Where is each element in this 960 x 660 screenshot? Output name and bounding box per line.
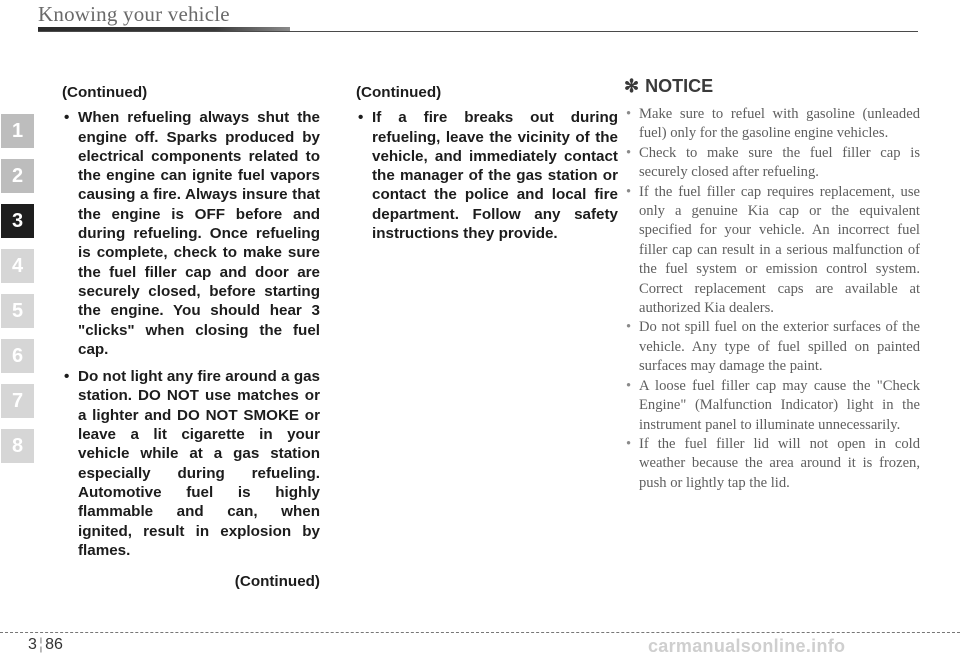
page-chapter: 3 bbox=[28, 636, 37, 653]
watermark: carmanualsonline.info bbox=[648, 636, 846, 656]
section-header: Knowing your vehicle bbox=[38, 2, 230, 26]
notice-title bbox=[624, 76, 920, 97]
notice-item: • Do not spill fuel on the exterior surfaces of the vehicle. Any type of fuel spilled on painted surfaces may damage the paint. bbox=[624, 318, 920, 376]
notice-box bbox=[624, 76, 920, 493]
continued-heading: (Continued) bbox=[356, 84, 442, 101]
footer-rule bbox=[0, 632, 960, 633]
notice-item: • Make sure to refuel with gasoline (unleaded fuel) only for the gasoline engine vehicles. bbox=[624, 105, 920, 144]
notice-title-text: NOTICE bbox=[645, 76, 714, 96]
warning-bullet: • Do not light any fire around a gas station. DO NOT use matches or a lighter and DO NOT SMOKE or leave a lit cigarette in your vehicle while at a gas station especially during refueling. Automotive fuel is highly flammable and can, when ignited, result in explosion by flames. bbox=[62, 367, 320, 560]
chapter-tab-7[interactable]: 7 bbox=[1, 384, 34, 418]
asterisk-icon: ✻ bbox=[624, 76, 640, 96]
warning-column-2 bbox=[356, 83, 618, 251]
notice-item: • If the fuel filler cap requires replacement, use only a genuine Kia cap or the equivalent specified for your vehicle. An incorrect fuel filler cap can result in a serious malfunction of the fuel system or emission control system. Correct replacement caps are available at authorized Kia dealers. bbox=[624, 183, 920, 319]
page-number bbox=[28, 636, 63, 654]
chapter-tabs bbox=[1, 114, 34, 474]
chapter-tab-1[interactable]: 1 bbox=[1, 114, 34, 148]
chapter-tab-6[interactable]: 6 bbox=[1, 339, 34, 373]
warning-bullet: • If a fire breaks out during refueling, leave the vicinity of the vehicle, and immediately contact the manager of the gas station or contact the police and local fire department. Follow any safety instructions they provide. bbox=[356, 108, 618, 243]
chapter-tab-4[interactable]: 4 bbox=[1, 249, 34, 283]
chapter-tab-5[interactable]: 5 bbox=[1, 294, 34, 328]
header-rule bbox=[38, 31, 918, 32]
chapter-tab-3[interactable]: 3 bbox=[1, 204, 34, 238]
chapter-tab-2[interactable]: 2 bbox=[1, 159, 34, 193]
continued-footer: (Continued) bbox=[234, 573, 320, 591]
chapter-tab-8[interactable]: 8 bbox=[1, 429, 34, 463]
notice-item: • If the fuel filler lid will not open in cold weather because the area around it is frozen, push or lightly tap the lid. bbox=[624, 435, 920, 493]
page-index: 86 bbox=[45, 636, 63, 653]
warning-bullet: • When refueling always shut the engine off. Sparks produced by electrical components related to the engine can ignite fuel vapors causing a fire. Always insure that the engine is OFF before and during refueling. Once refueling is complete, check to make sure the fuel filler cap and door are securely closed, before starting the engine. You should hear 3 "clicks" when closing the fuel cap. bbox=[62, 108, 320, 359]
continued-heading: (Continued) bbox=[62, 84, 148, 101]
warning-column-1 bbox=[62, 83, 320, 591]
notice-item: • Check to make sure the fuel filler cap is securely closed after refueling. bbox=[624, 144, 920, 183]
page-separator: ¦ bbox=[38, 636, 44, 653]
notice-item: • A loose fuel filler cap may cause the "Check Engine" (Malfunction Indicator) light in the instrument panel to illuminate unnecessarily. bbox=[624, 377, 920, 435]
